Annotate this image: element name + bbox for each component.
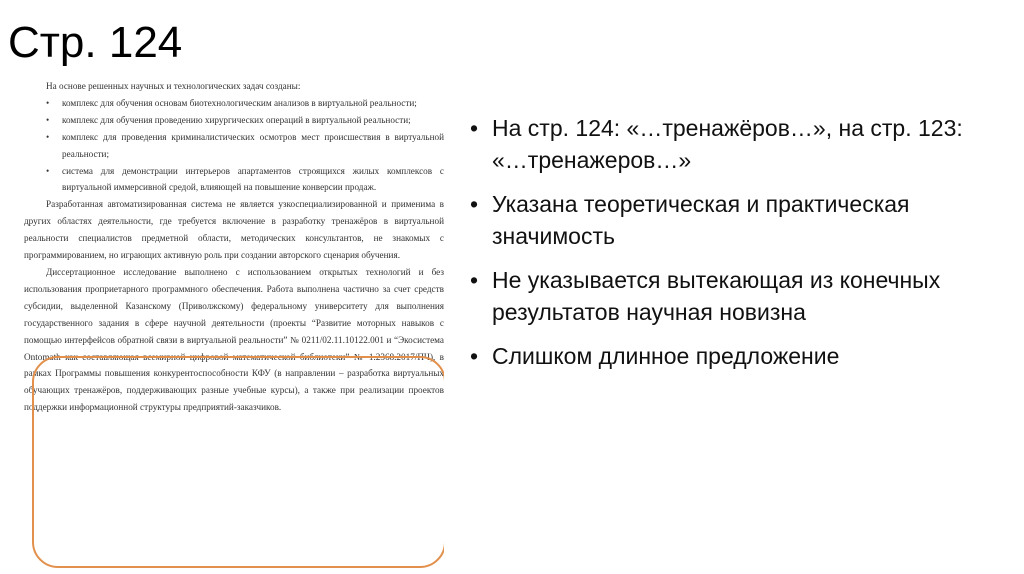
excerpt-intro: На основе решенных научных и технологических задач созданы: <box>46 81 301 91</box>
bullet-item: • Слишком длинное предложение <box>470 340 1000 372</box>
bullet-list <box>470 112 1000 384</box>
excerpt-list-item: • система для демонстрации интерьеров апартаментов строящихся жилых комплексов с виртуальной иммерсивной средой, влияющей на повышение конверсии продаж. <box>62 163 444 197</box>
excerpt-paragraph-2: Диссертационное исследование выполнено с использованием открытых технологий и без использования проприетарного программного обеспечения. Работа выполнена частично за счет средств субсидии, выделенной Казанскому (Приволжскому) федеральному университету для выполнения государственного задания в сфере научной деятельности (проекты “Развитие моторных навыков с помощью интерфейсов обратной связи в виртуальной реальности” № 0211/02.11.10122.001 и “Экосистема Ontomath как составляющая всемирной цифровой математической библиотеки” № 1.2368.2017/ПЧ), в рамках Программы повышения конкурентоспособности КФУ (в направлении – разработка виртуальных обучающих тренажёров, поддерживающих разные учебные курсы), а также при реализации проектов поддержки информационной структуры предприятий-заказчиков. <box>24 266 444 413</box>
document-excerpt-image <box>24 78 444 574</box>
excerpt-list-item: • комплекс для проведения криминалистических осмотров мест происшествия в виртуальной реальности; <box>62 129 444 163</box>
excerpt-list <box>24 95 444 196</box>
bullet-item: • Указана теоретическая и практическая значимость <box>470 188 1000 252</box>
excerpt-list-item: • комплекс для обучения основам биотехнологическим анализов в виртуальной реальности; <box>62 95 444 112</box>
slide-title: Стр. 124 <box>8 18 183 67</box>
bullet-item: • Не указывается вытекающая из конечных результатов научная новизна <box>470 264 1000 328</box>
excerpt-text <box>24 78 444 416</box>
excerpt-paragraph-1: Разработанная автоматизированная система не является узкоспециализированной и применима в других областях деятельности, где требуется включение в разработку тренажёров в виртуальной реальности специалистов предметной области, методических консультантов, не знакомых с программированием, но играющих активную роль при создании авторского сценария обучения. <box>24 199 444 261</box>
excerpt-list-item: • комплекс для обучения проведению хирургических операций в виртуальной реальности; <box>62 112 444 129</box>
bullet-item: • На стр. 124: «…тренажёров…», на стр. 123: «…тренажеров…» <box>470 112 1000 176</box>
